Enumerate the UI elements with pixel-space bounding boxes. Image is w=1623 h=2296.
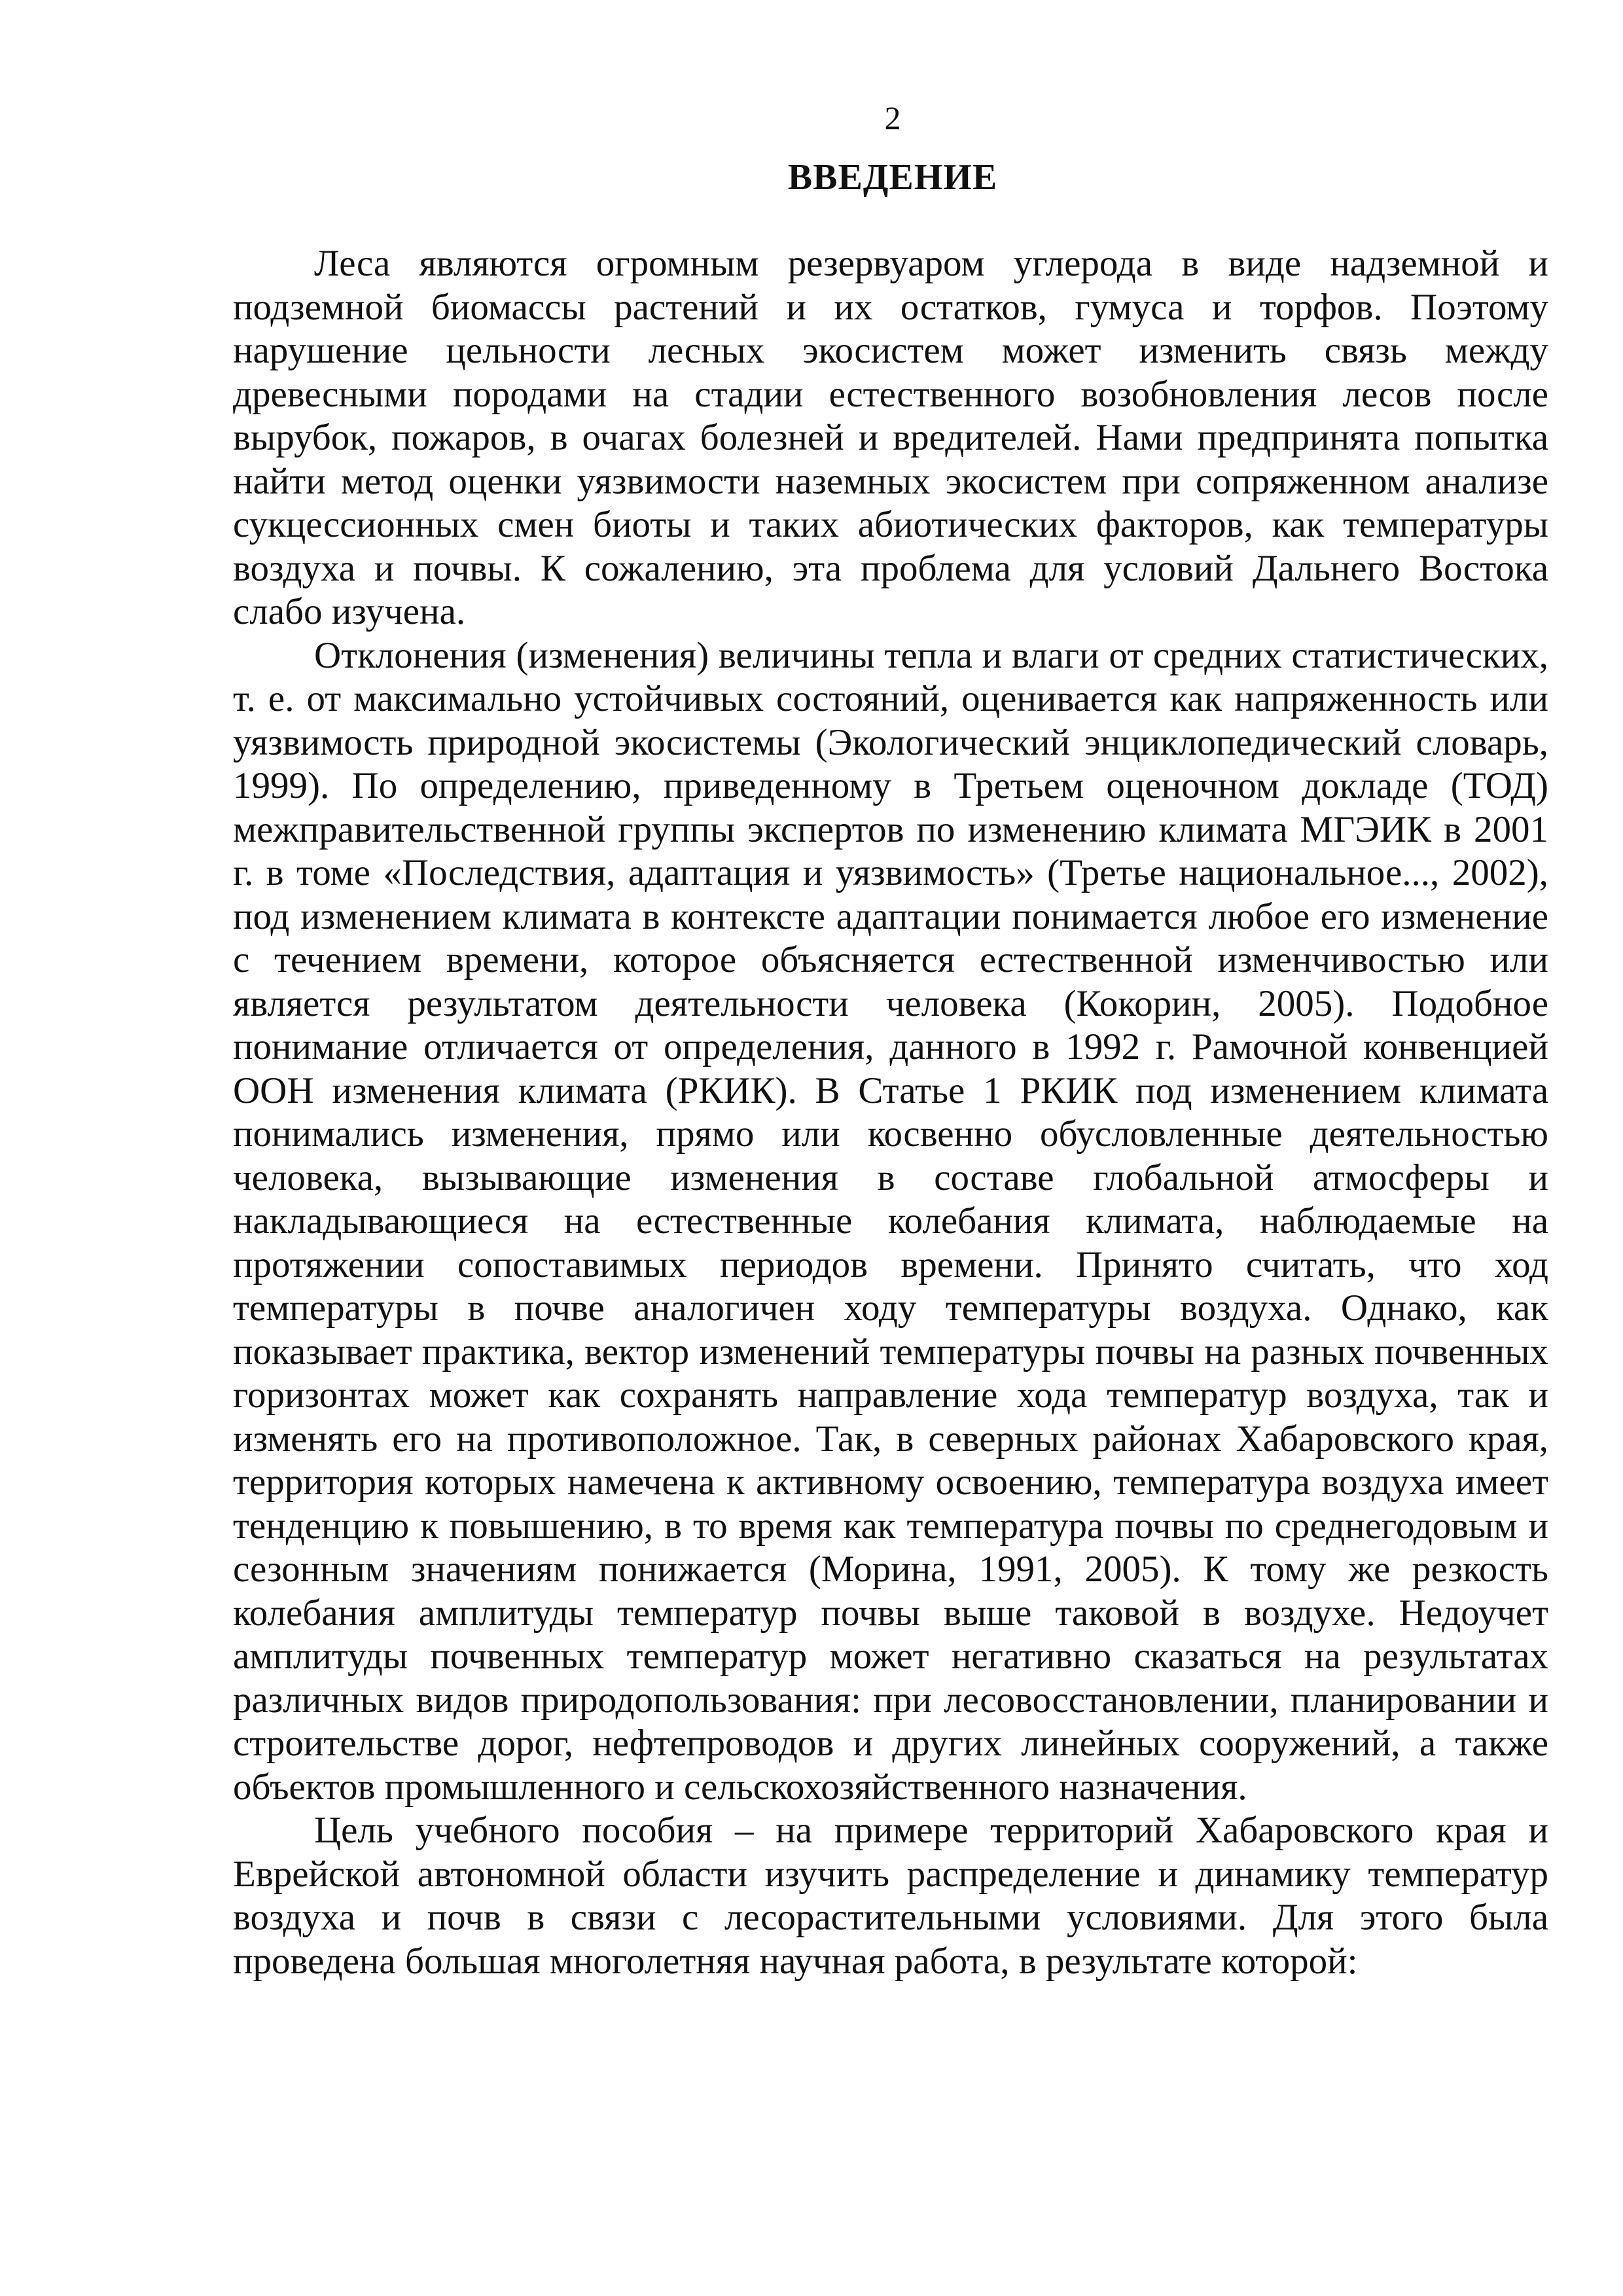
page-number: 2 [884, 99, 901, 136]
paragraph-3: Цель учебного пособия – на примере территорий Хабаровского края и Еврейской автономной области изучить распределение и динамику температур воздуха и почв в связи с лесорастительными условиями. Для этого была проведена большая многолетняя научная работа, в результате которой: [233, 1810, 1548, 1982]
body-text [233, 242, 1548, 1983]
paragraph-2: Отклонения (изменения) величины тепла и влаги от средних статистических, т. е. от максимально устойчивых состояний, оценивается как напряженность или уязвимость природной экосистемы (Экологический энциклопедический словарь, 1999). По определению, приведенному в Третьем оценочном докладе (ТОД) межправительственной группы экспертов по изменению климата МГЭИК в 2001 г. в томе «Последствия, адаптация и уязвимость» (Третье национальное..., 2002), под изменением климата в контексте адаптации понимается любое его изменение с течением времени, которое объясняется естественной изменчивостью или является результатом деятельности человека (Кокорин, 2005). Подобное понимание отличается от определения, данного в 1992 г. Рамочной конвенцией ООН изменения климата (РКИК). В Статье 1 РКИК под изменением климата понимались изменения, прямо или косвенно обусловленные деятельностью человека, вызывающие изменения в составе глобальной атмосферы и накладывающиеся на естественные колебания климата, наблюдаемые на протяжении сопоставимых периодов времени. Принято считать, что ход температуры в почве аналогичен ходу температуры воздуха. Однако, как показывает практика, вектор изменений температуры почвы на разных почвенных горизонтах может как сохранять направление хода температур воздуха, так и изменять его на противоположное. Так, в северных районах Хабаровского края, территория которых намечена к активному освоению, температура воздуха имеет тенденцию к повышению, в то время как температура почвы по среднегодовым и сезонным значениям понижается (Морина, 1991, 2005). К тому же резкость колебания амплитуды температур почвы выше таковой в воздухе. Недоучет амплитуды почвенных температур может негативно сказаться на результатах различных видов природопользования: при лесовосстановлении, планировании и строительстве дорог, нефтепроводов и других линейных сооружений, а также объектов промышленного и сельскохозяйственного назначения. [233, 634, 1548, 1808]
paragraph-1: Леса являются огромным резервуаром углерода в виде надземной и подземной биомассы растений и их остатков, гумуса и торфов. Поэтому нарушение цельности лесных экосистем может изменить связь между древесными породами на стадии естественного возобновления лесов после вырубок, пожаров, в очагах болезней и вредителей. Нами предпринята попытка найти метод оценки уязвимости наземных экосистем при сопряженном анализе сукцессионных смен биоты и таких абиотических факторов, как температуры воздуха и почвы. К сожалению, эта проблема для условий Дальнего Востока слабо изучена. [233, 243, 1548, 632]
page-title: ВВЕДЕНИЕ [787, 157, 998, 198]
